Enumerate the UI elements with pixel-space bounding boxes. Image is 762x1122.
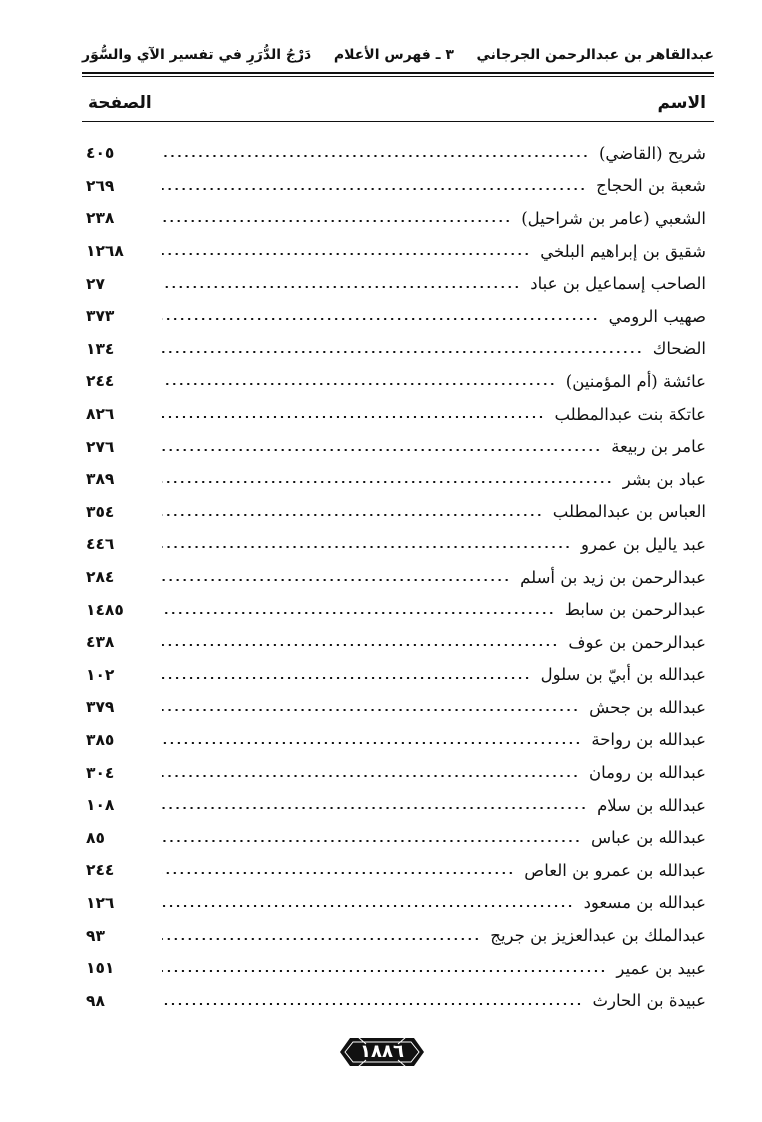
dot-leader: [162, 644, 558, 646]
dot-leader: [162, 872, 514, 874]
index-entry: [86, 756, 706, 789]
entry-page: ١٥١: [86, 959, 115, 978]
index-entry: [86, 202, 706, 235]
index-entry: [86, 333, 706, 366]
dot-leader: [162, 579, 510, 581]
index-entry: [86, 528, 706, 561]
header-rule-thin: [82, 76, 714, 77]
dot-leader: [162, 514, 543, 516]
entry-name: عبدالله بن عمرو بن العاص: [524, 860, 706, 880]
entry-name: عبدالله بن مسعود: [583, 893, 706, 913]
entry-name: عامر بن ربيعة: [611, 437, 706, 457]
entry-name: عبيد بن عمير: [616, 958, 706, 978]
index-entry: [86, 724, 706, 757]
entry-page: ١٢٦: [86, 893, 115, 912]
index-entry: [86, 235, 706, 268]
index-entry: [86, 561, 706, 594]
entry-name: شقيق بن إبراهيم البلخي: [540, 241, 706, 261]
index-entry: [86, 463, 706, 496]
entry-page: ١٤٨٥: [86, 600, 124, 619]
page-number: ١٨٨٦: [360, 1041, 404, 1062]
index-entry: [86, 267, 706, 300]
entry-page: ٨٥: [86, 828, 105, 847]
dot-leader: [162, 775, 579, 777]
index-entry: [86, 170, 706, 203]
index-entry: [86, 593, 706, 626]
header-rule: [82, 72, 714, 74]
entry-name: عبيدة بن الحارث: [592, 991, 706, 1011]
entry-page: ٢٧: [86, 274, 105, 293]
index-entry: [86, 887, 706, 920]
entry-name: شعبة بن الحجاج: [596, 176, 706, 196]
running-head-book: دَرْجُ الدُّرَرِ في تفسير الآي والسُّوَر: [82, 47, 312, 63]
entry-name: الصاحب إسماعيل بن عباد: [530, 274, 706, 294]
index-entry: [86, 821, 706, 854]
entry-name: عائشة (أم المؤمنين): [565, 371, 706, 391]
entry-page: ٣٥٤: [86, 502, 115, 521]
entry-name: عبدالله بن جحش: [589, 697, 706, 717]
dot-leader: [162, 481, 613, 483]
entry-page: ٢٦٩: [86, 176, 115, 195]
entry-name: عبدالله بن رومان: [589, 763, 706, 783]
dot-leader: [162, 742, 581, 744]
dot-leader: [162, 905, 574, 907]
entry-name: صهيب الرومي: [608, 306, 706, 326]
entry-page: ٩٨: [86, 991, 105, 1010]
index-entry: [86, 398, 706, 431]
index-entry: [86, 626, 706, 659]
dot-leader: [162, 1003, 582, 1005]
index-list: [86, 137, 706, 1017]
entry-page: ١٠٨: [86, 796, 115, 815]
entry-page: ٢٤٤: [86, 372, 115, 391]
dot-leader: [162, 612, 555, 614]
index-entry: [86, 691, 706, 724]
running-head-author: عبدالقاهر بن عبدالرحمن الجرجاني: [476, 47, 714, 63]
entry-name: شريح (القاضي): [598, 143, 706, 163]
page-number-badge: [340, 1035, 424, 1069]
index-entry: [86, 659, 706, 692]
running-head: [82, 38, 714, 72]
entry-page: ٩٣: [86, 926, 105, 945]
index-entry: [86, 300, 706, 333]
entry-name: عبدالرحمن بن عوف: [568, 632, 706, 652]
dot-leader: [162, 188, 586, 190]
index-entry: [86, 365, 706, 398]
entry-name: عاتكة بنت عبدالمطلب: [554, 404, 706, 424]
dot-leader: [162, 155, 589, 157]
entry-name: الشعبي (عامر بن شراحيل): [521, 208, 706, 228]
entry-page: ٣٨٩: [86, 470, 115, 489]
column-header-rule: [82, 121, 714, 122]
index-entry: [86, 430, 706, 463]
entry-page: ١٠٢: [86, 665, 115, 684]
entry-page: ٣٧٣: [86, 307, 115, 326]
entry-name: عبدالملك بن عبدالعزيز بن جريج: [490, 926, 706, 946]
dot-leader: [162, 709, 579, 711]
page-column-header: الصفحة: [88, 93, 152, 113]
dot-leader: [162, 840, 581, 842]
entry-name: عبدالرحمن بن زيد بن أسلم: [520, 567, 706, 587]
entry-name: عبدالله بن عباس: [590, 828, 706, 848]
entry-name: عبدالله بن أبيّ بن سلول: [540, 665, 706, 685]
entry-page: ١٢٦٨: [86, 242, 124, 261]
entry-page: ٢٤٤: [86, 861, 115, 880]
running-head-section: ٣ ـ فهرس الأعلام: [333, 47, 454, 63]
index-entry: [86, 137, 706, 170]
entry-page: ٣٠٤: [86, 763, 115, 782]
entry-name: عباد بن بشر: [622, 469, 706, 489]
entry-page: ٢٨٤: [86, 568, 115, 587]
dot-leader: [162, 416, 544, 418]
entry-page: ٤٤٦: [86, 535, 115, 554]
entry-page: ١٣٤: [86, 339, 115, 358]
entry-page: ٢٧٦: [86, 437, 115, 456]
dot-leader: [162, 546, 571, 548]
dot-leader: [162, 286, 520, 288]
entry-page: ٣٨٥: [86, 730, 115, 749]
dot-leader: [162, 970, 606, 972]
index-entry: [86, 789, 706, 822]
dot-leader: [162, 318, 599, 320]
dot-leader: [162, 938, 480, 940]
entry-page: ٤٣٨: [86, 633, 115, 652]
entry-page: ٢٣٨: [86, 209, 115, 228]
dot-leader: [162, 253, 530, 255]
index-entry: [86, 984, 706, 1017]
index-entry: [86, 952, 706, 985]
index-entry: [86, 854, 706, 887]
entry-name: عبدالله بن رواحة: [591, 730, 706, 750]
entry-page: ٨٢٦: [86, 405, 115, 424]
entry-page: ٣٧٩: [86, 698, 115, 717]
dot-leader: [162, 351, 643, 353]
dot-leader: [162, 677, 531, 679]
entry-name: عبد ياليل بن عمرو: [581, 534, 706, 554]
dot-leader: [162, 220, 511, 222]
entry-name: عبدالرحمن بن سابط: [564, 600, 706, 620]
name-column-header: الاسم: [657, 93, 706, 113]
entry-name: العباس بن عبدالمطلب: [552, 502, 706, 522]
dot-leader: [162, 383, 556, 385]
entry-page: ٤٠٥: [86, 144, 115, 163]
column-headers: [88, 86, 706, 120]
entry-name: عبدالله بن سلام: [597, 795, 706, 815]
entry-name: الضحاك: [652, 339, 706, 359]
index-entry: [86, 919, 706, 952]
dot-leader: [162, 449, 601, 451]
dot-leader: [162, 807, 587, 809]
index-entry: [86, 496, 706, 529]
